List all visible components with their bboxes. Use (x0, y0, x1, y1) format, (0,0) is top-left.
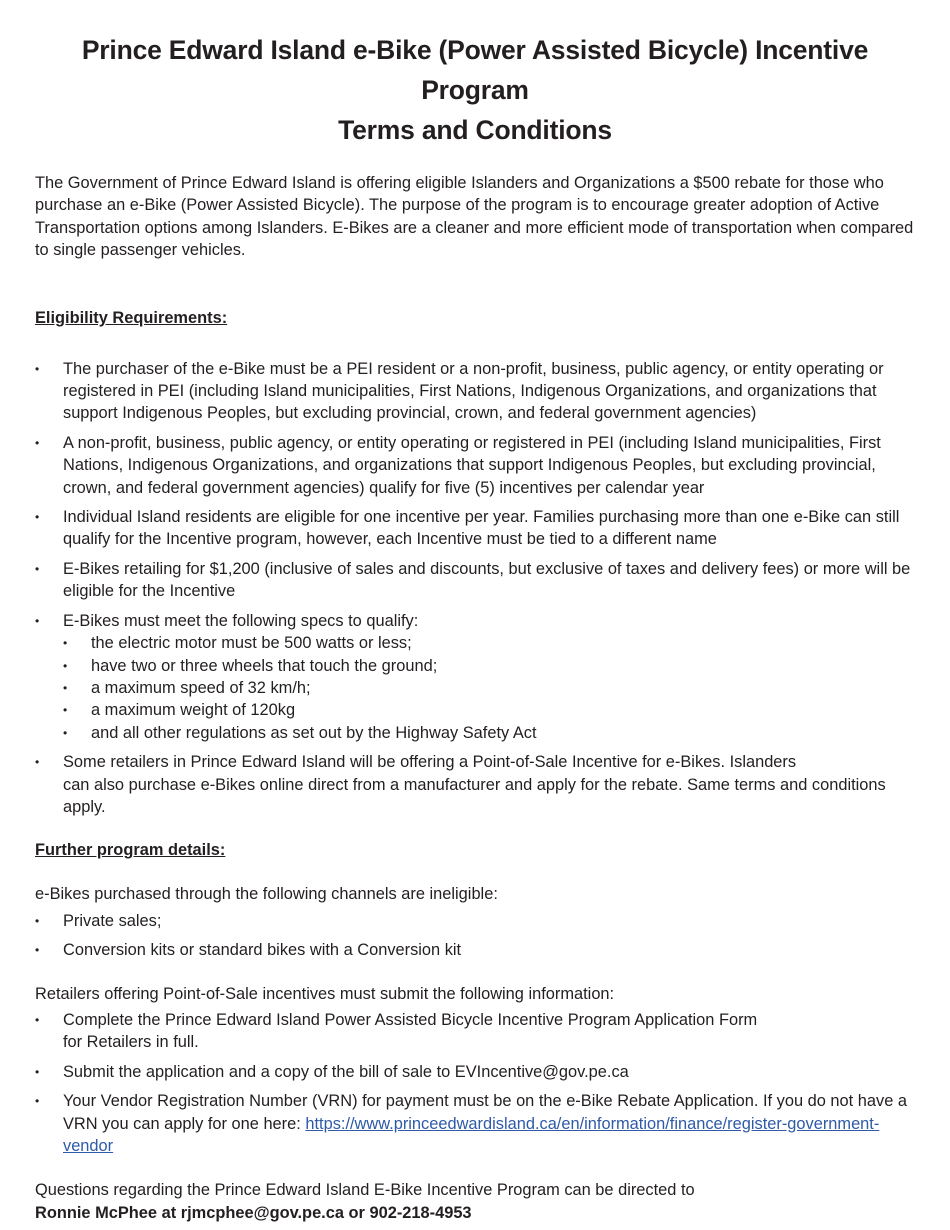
list-item: • A non-profit, business, public agency, or entity operating or registered in PEI (including Island municipalities, First Nations, Indigenous Organizations, and organizations that support Indigenous Peoples, but excluding provincial, crown, and federal government agencies) qualify for five (5) incentives per calendar year (35, 432, 915, 499)
vendor-registration-link[interactable]: https://www.princeedwardisland.ca/en/information/finance/register-government-vendor (63, 1114, 880, 1155)
spec-item: • a maximum weight of 120kg (35, 699, 915, 721)
ineligible-intro: e-Bikes purchased through the following channels are ineligible: (35, 885, 498, 904)
intro-paragraph: The Government of Prince Edward Island is offering eligible Islanders and Organizations a $500 rebate for those who purchase an e-Bike (Power Assisted Bicycle). The purpose of the program is to encourage greater adoption of Active Transportation options among Islanders. E-Bikes are a cleaner and more efficient mode of transportation when compared to single passenger vehicles. (35, 174, 914, 260)
retailers-intro: Retailers offering Point-of-Sale incentives must submit the following information: (35, 984, 615, 1003)
contact-block (35, 1179, 915, 1224)
spec-item: • and all other regulations as set out by the Highway Safety Act (35, 722, 915, 744)
list-item (35, 1009, 915, 1054)
list-item (35, 1090, 915, 1157)
list-item (35, 751, 915, 818)
spec-item: • the electric motor must be 500 watts or less; (35, 632, 915, 654)
list-item: • Private sales; (35, 910, 915, 932)
retailers-line-1: Some retailers in Prince Edward Island will be offering a Point-of-Sale Incentive for e-Bikes. Islanders (63, 753, 797, 772)
list-item: • Submit the application and a copy of the bill of sale to EVIncentive@gov.pe.ca (35, 1061, 915, 1083)
form-line-2: for Retailers in full. (63, 1033, 199, 1052)
further-details-heading: Further program details: (35, 841, 226, 860)
specs-list (35, 632, 915, 744)
title-line-2: Terms and Conditions (338, 115, 612, 145)
list-item: • The purchaser of the e-Bike must be a PEI resident or a non-profit, business, public agency, or entity operating or registered in PEI (including Island municipalities, First Nations, Indigenous Organizations, and organizations that support Indigenous Peoples, but excluding provincial, crown, and federal government agencies) (35, 358, 915, 425)
page-title (35, 30, 915, 150)
title-line-1: Prince Edward Island e-Bike (Power Assisted Bicycle) Incentive Program (81, 35, 869, 105)
list-item: • Individual Island residents are eligible for one incentive per year. Families purchasing more than one e-Bike can still qualify for the Incentive program, however, each Incentive must be tied to a different name (35, 506, 915, 551)
list-item: • Conversion kits or standard bikes with a Conversion kit (35, 939, 915, 961)
spec-item: • a maximum speed of 32 km/h; (35, 677, 915, 699)
contact-line-1: Questions regarding the Prince Edward Island E-Bike Incentive Program can be directed to (35, 1181, 695, 1200)
eligibility-heading: Eligibility Requirements: (35, 308, 228, 327)
retailer-requirements-list (35, 1009, 915, 1157)
list-item-specs (35, 610, 915, 744)
eligibility-list (35, 358, 915, 819)
contact-line-2: Ronnie McPhee at rjmcphee@gov.pe.ca or 902-218-4953 (35, 1203, 472, 1222)
retailers-line-2: can also purchase e-Bikes online direct from a manufacturer and apply for the rebate. Same terms and conditions apply. (63, 775, 886, 816)
list-item: • E-Bikes retailing for $1,200 (inclusive of sales and discounts, but exclusive of taxes and delivery fees) or more will be eligible for the Incentive (35, 558, 915, 603)
ineligible-list (35, 910, 915, 962)
spec-item: • have two or three wheels that touch the ground; (35, 655, 915, 677)
vrn-text: Your Vendor Registration Number (VRN) for payment must be on the e-Bike Rebate Application. If you do not have a VRN you can apply for one here: (63, 1092, 907, 1133)
form-line-1: Complete the Prince Edward Island Power Assisted Bicycle Incentive Program Application Form (63, 1010, 758, 1029)
specs-intro: E-Bikes must meet the following specs to qualify: (63, 611, 419, 630)
